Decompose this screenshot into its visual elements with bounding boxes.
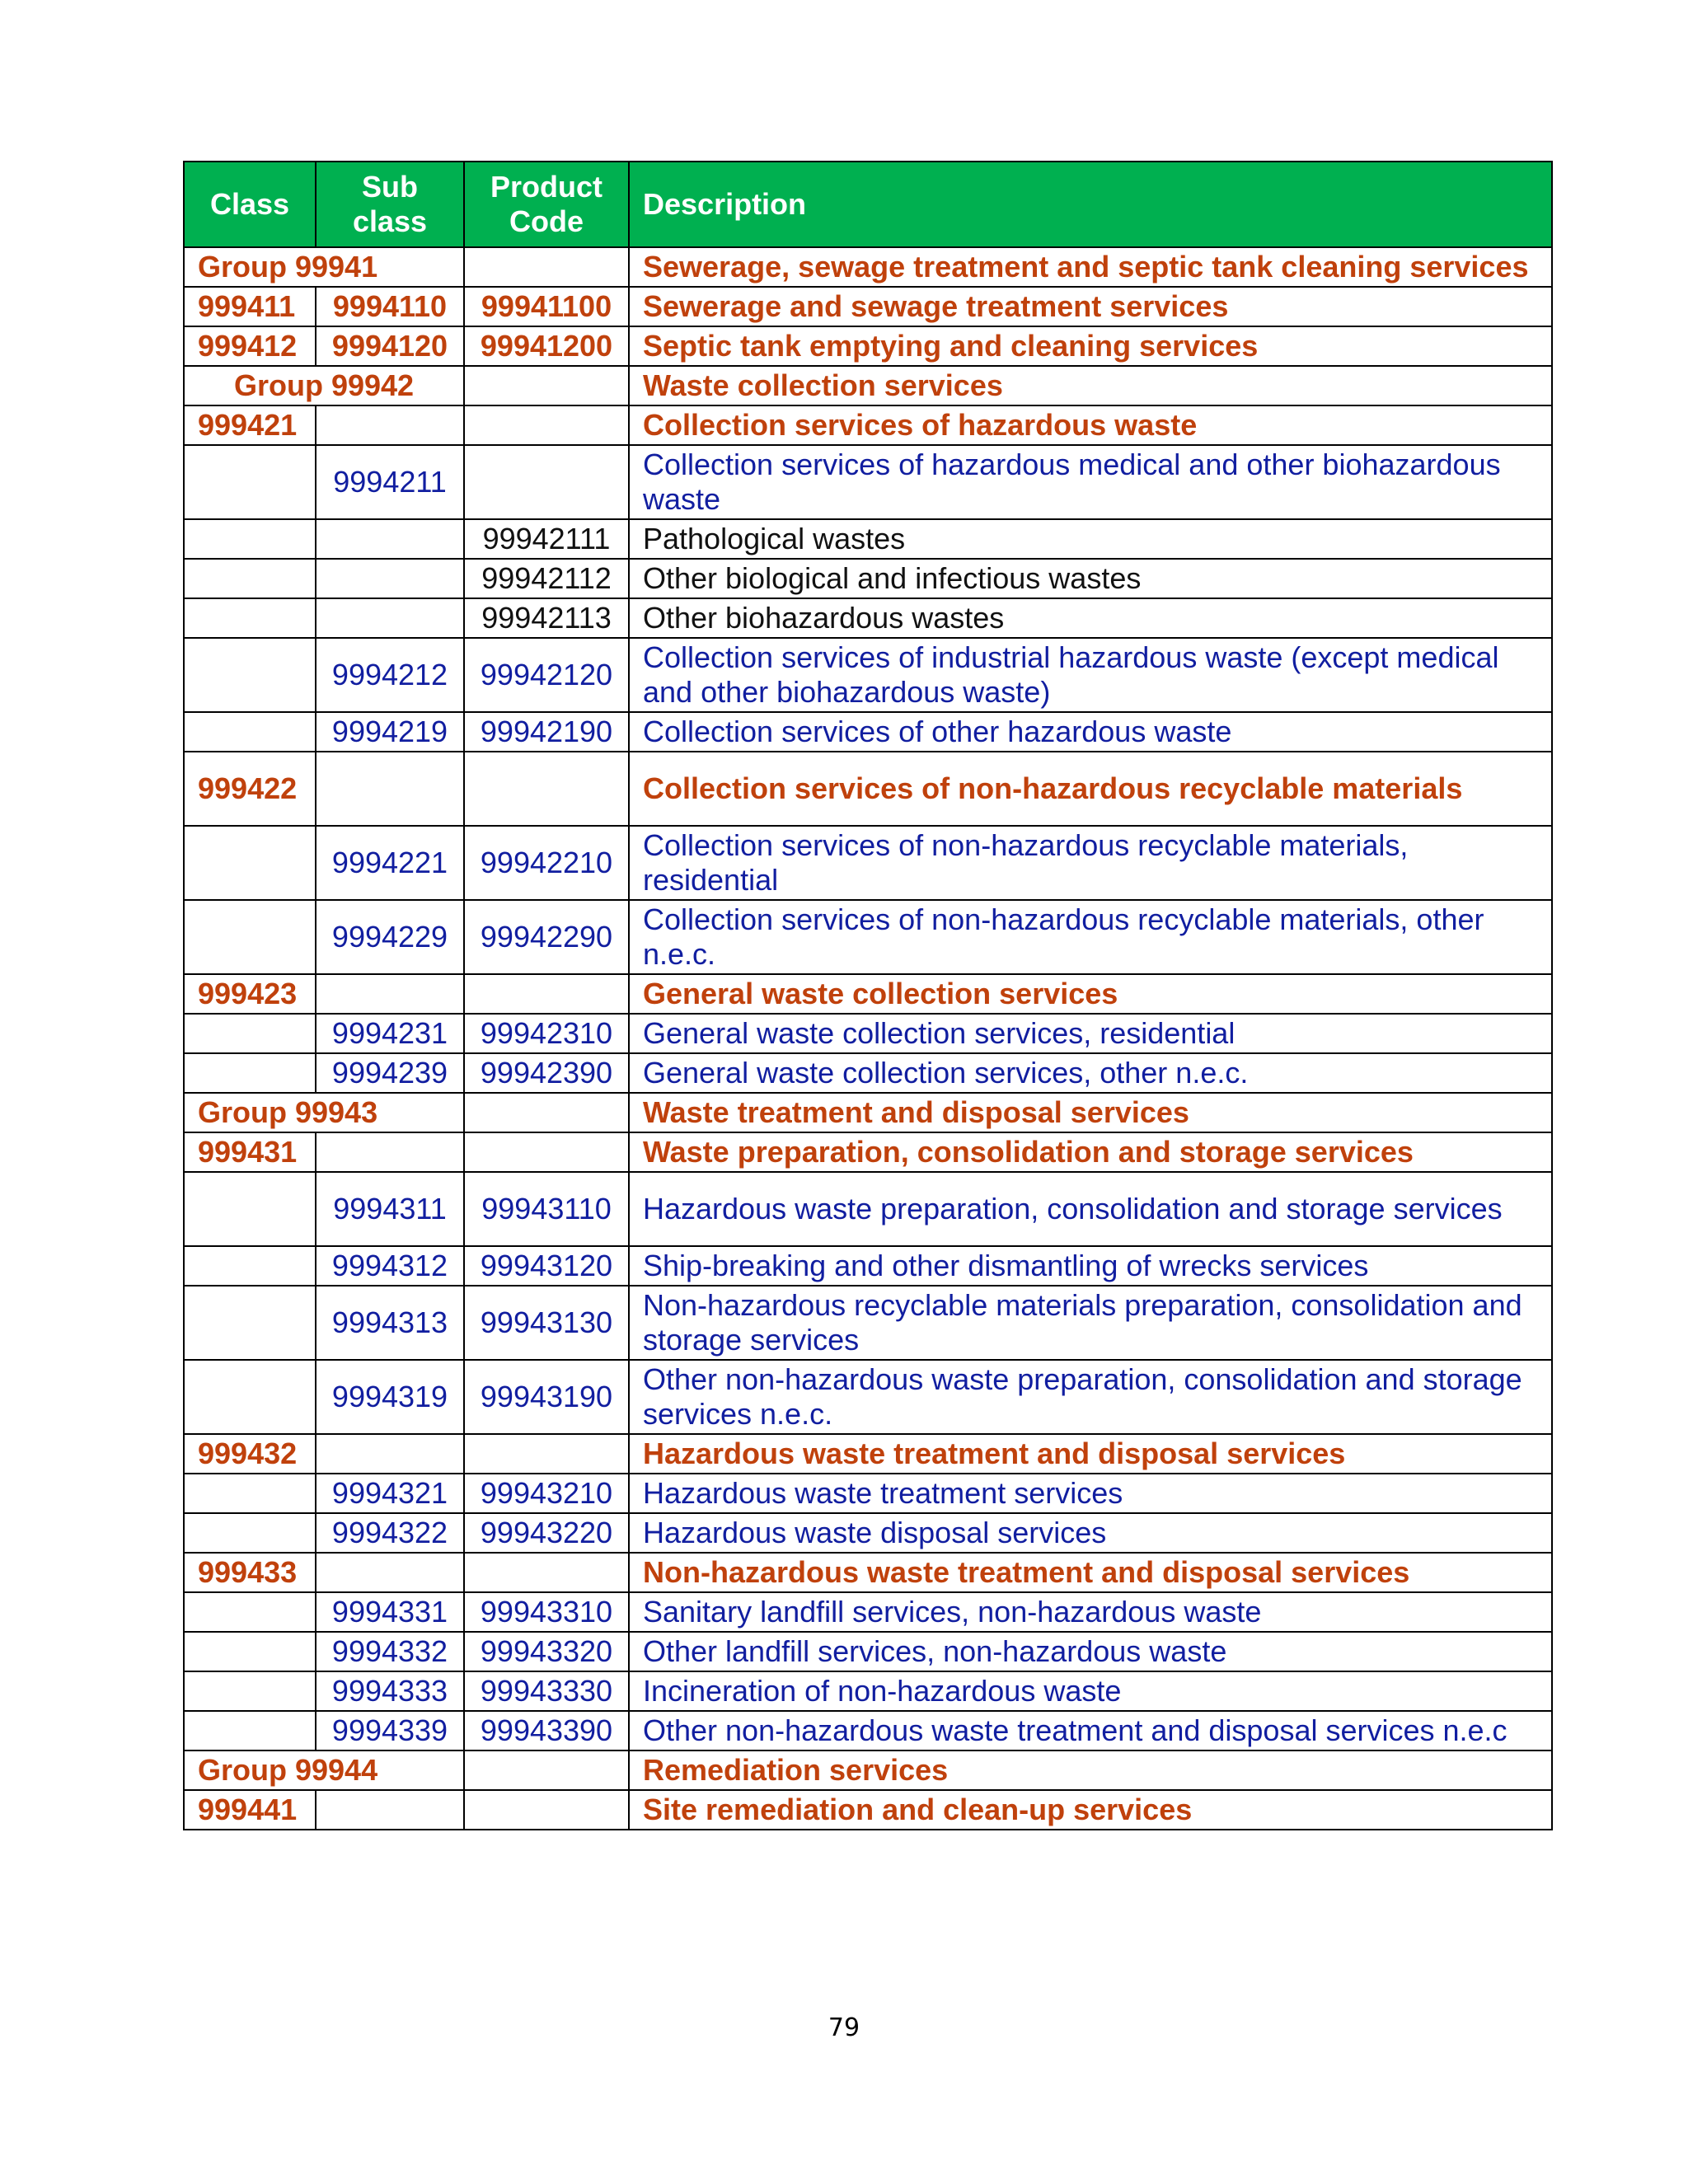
description-cell: Collection services of industrial hazardous waste (except medical and other biohazardous waste) — [629, 638, 1552, 712]
class-cell: 999432 — [184, 1434, 316, 1474]
product-code-cell: 99942210 — [464, 826, 629, 900]
table-row — [184, 974, 1552, 1014]
product-code-cell: 99943130 — [464, 1286, 629, 1360]
product-code-cell — [464, 247, 629, 287]
product-code-cell: 99942113 — [464, 598, 629, 638]
class-cell — [184, 1513, 316, 1553]
description-cell: Collection services of non-hazardous recyclable materials — [629, 752, 1552, 826]
class-cell — [184, 1474, 316, 1513]
class-cell — [184, 1671, 316, 1711]
subclass-cell: 9994321 — [316, 1474, 464, 1513]
table-row — [184, 559, 1552, 598]
class-cell: 999422 — [184, 752, 316, 826]
product-code-cell — [464, 752, 629, 826]
description-cell: Hazardous waste treatment services — [629, 1474, 1552, 1513]
product-code-cell: 99943110 — [464, 1172, 629, 1246]
description-cell: General waste collection services, other n.e.c. — [629, 1053, 1552, 1093]
subclass-cell — [316, 519, 464, 559]
description-cell: Non-hazardous recyclable materials preparation, consolidation and storage services — [629, 1286, 1552, 1360]
table-row — [184, 638, 1552, 712]
table-row — [184, 1513, 1552, 1553]
product-code-cell — [464, 974, 629, 1014]
table-row — [184, 1132, 1552, 1172]
product-code-cell: 99942112 — [464, 559, 629, 598]
class-cell — [184, 598, 316, 638]
table-row — [184, 1632, 1552, 1671]
product-code-cell — [464, 445, 629, 519]
description-cell: Waste collection services — [629, 366, 1552, 405]
description-cell: Other landfill services, non-hazardous waste — [629, 1632, 1552, 1671]
description-cell: Sewerage, sewage treatment and septic tank cleaning services — [629, 247, 1552, 287]
product-code-cell — [464, 1093, 629, 1132]
class-cell: 999412 — [184, 326, 316, 366]
table-row — [184, 366, 1552, 405]
group-label: Group 99944 — [184, 1750, 464, 1790]
description-cell: Other non-hazardous waste preparation, consolidation and storage services n.e.c. — [629, 1360, 1552, 1434]
class-cell — [184, 519, 316, 559]
description-cell: Site remediation and clean-up services — [629, 1790, 1552, 1830]
table-row — [184, 712, 1552, 752]
product-code-cell: 99941200 — [464, 326, 629, 366]
class-cell — [184, 1286, 316, 1360]
class-cell — [184, 1053, 316, 1093]
product-code-cell: 99942120 — [464, 638, 629, 712]
table-row — [184, 1474, 1552, 1513]
product-code-cell: 99943210 — [464, 1474, 629, 1513]
class-cell — [184, 1592, 316, 1632]
product-code-cell: 99943310 — [464, 1592, 629, 1632]
class-cell: 999441 — [184, 1790, 316, 1830]
description-cell: Pathological wastes — [629, 519, 1552, 559]
description-cell: Other biohazardous wastes — [629, 598, 1552, 638]
product-code-cell: 99942290 — [464, 900, 629, 974]
description-cell: Other biological and infectious wastes — [629, 559, 1552, 598]
table-row — [184, 405, 1552, 445]
table-row — [184, 598, 1552, 638]
description-cell: Incineration of non-hazardous waste — [629, 1671, 1552, 1711]
product-code-cell: 99941100 — [464, 287, 629, 326]
class-cell — [184, 445, 316, 519]
product-code-cell: 99942190 — [464, 712, 629, 752]
group-label: Group 99943 — [184, 1093, 464, 1132]
product-code-cell: 99942310 — [464, 1014, 629, 1053]
table-row — [184, 326, 1552, 366]
subclass-cell: 9994110 — [316, 287, 464, 326]
product-code-cell — [464, 1132, 629, 1172]
subclass-cell: 9994311 — [316, 1172, 464, 1246]
class-cell: 999431 — [184, 1132, 316, 1172]
description-cell: Sanitary landfill services, non-hazardous waste — [629, 1592, 1552, 1632]
table-row — [184, 1750, 1552, 1790]
product-code-cell: 99942111 — [464, 519, 629, 559]
class-cell — [184, 1360, 316, 1434]
description-cell: Hazardous waste treatment and disposal services — [629, 1434, 1552, 1474]
subclass-cell — [316, 405, 464, 445]
description-cell: Sewerage and sewage treatment services — [629, 287, 1552, 326]
subclass-cell — [316, 1434, 464, 1474]
table-row — [184, 247, 1552, 287]
product-code-cell — [464, 1553, 629, 1592]
class-cell — [184, 1711, 316, 1750]
header-class: Class — [184, 162, 316, 247]
description-cell: Collection services of hazardous waste — [629, 405, 1552, 445]
class-cell: 999423 — [184, 974, 316, 1014]
product-code-cell — [464, 1434, 629, 1474]
group-label: Group 99942 — [184, 366, 464, 405]
subclass-cell — [316, 1553, 464, 1592]
table-row — [184, 1592, 1552, 1632]
subclass-cell: 9994221 — [316, 826, 464, 900]
class-cell — [184, 1246, 316, 1286]
subclass-cell: 9994211 — [316, 445, 464, 519]
product-code-cell: 99943220 — [464, 1513, 629, 1553]
subclass-cell: 9994331 — [316, 1592, 464, 1632]
subclass-cell: 9994229 — [316, 900, 464, 974]
subclass-cell — [316, 974, 464, 1014]
product-code-cell — [464, 366, 629, 405]
class-cell: 999421 — [184, 405, 316, 445]
table-row — [184, 1790, 1552, 1830]
subclass-cell: 9994239 — [316, 1053, 464, 1093]
description-cell: Waste preparation, consolidation and storage services — [629, 1132, 1552, 1172]
subclass-cell: 9994322 — [316, 1513, 464, 1553]
table-row — [184, 1053, 1552, 1093]
subclass-cell: 9994219 — [316, 712, 464, 752]
table-row — [184, 752, 1552, 826]
description-cell: Other non-hazardous waste treatment and disposal services n.e.c — [629, 1711, 1552, 1750]
table-row — [184, 287, 1552, 326]
table-row — [184, 1553, 1552, 1592]
table-row — [184, 1093, 1552, 1132]
description-cell: Septic tank emptying and cleaning services — [629, 326, 1552, 366]
table-row — [184, 1014, 1552, 1053]
table-row — [184, 1360, 1552, 1434]
page-number: 79 — [828, 2013, 860, 2042]
table-header-row — [184, 162, 1552, 247]
subclass-cell — [316, 1790, 464, 1830]
subclass-cell — [316, 752, 464, 826]
subclass-cell: 9994339 — [316, 1711, 464, 1750]
subclass-cell — [316, 1132, 464, 1172]
product-code-cell: 99943120 — [464, 1246, 629, 1286]
product-code-cell: 99942390 — [464, 1053, 629, 1093]
table-row — [184, 1434, 1552, 1474]
classification-table — [183, 161, 1553, 1830]
class-cell — [184, 712, 316, 752]
product-code-cell — [464, 1790, 629, 1830]
subclass-cell: 9994333 — [316, 1671, 464, 1711]
description-cell: Collection services of other hazardous waste — [629, 712, 1552, 752]
subclass-cell: 9994231 — [316, 1014, 464, 1053]
subclass-cell — [316, 559, 464, 598]
product-code-cell: 99943330 — [464, 1671, 629, 1711]
class-cell — [184, 826, 316, 900]
class-cell — [184, 1632, 316, 1671]
description-cell: Collection services of non-hazardous recyclable materials, residential — [629, 826, 1552, 900]
product-code-cell: 99943320 — [464, 1632, 629, 1671]
class-cell — [184, 1014, 316, 1053]
class-cell: 999433 — [184, 1553, 316, 1592]
table-row — [184, 1172, 1552, 1246]
header-subclass: Sub class — [316, 162, 464, 247]
class-cell — [184, 638, 316, 712]
table-row — [184, 445, 1552, 519]
class-cell — [184, 900, 316, 974]
description-cell: General waste collection services — [629, 974, 1552, 1014]
table-row — [184, 1286, 1552, 1360]
description-cell: Non-hazardous waste treatment and disposal services — [629, 1553, 1552, 1592]
description-cell: Remediation services — [629, 1750, 1552, 1790]
table-row — [184, 1711, 1552, 1750]
class-cell: 999411 — [184, 287, 316, 326]
description-cell: General waste collection services, residential — [629, 1014, 1552, 1053]
subclass-cell: 9994319 — [316, 1360, 464, 1434]
subclass-cell: 9994212 — [316, 638, 464, 712]
product-code-cell — [464, 405, 629, 445]
table-row — [184, 519, 1552, 559]
subclass-cell: 9994332 — [316, 1632, 464, 1671]
header-description: Description — [629, 162, 1552, 247]
product-code-cell — [464, 1750, 629, 1790]
subclass-cell: 9994313 — [316, 1286, 464, 1360]
table-row — [184, 1671, 1552, 1711]
subclass-cell: 9994312 — [316, 1246, 464, 1286]
table-row — [184, 1246, 1552, 1286]
product-code-cell: 99943390 — [464, 1711, 629, 1750]
description-cell: Collection services of non-hazardous recyclable materials, other n.e.c. — [629, 900, 1552, 974]
class-cell — [184, 1172, 316, 1246]
description-cell: Hazardous waste preparation, consolidation and storage services — [629, 1172, 1552, 1246]
header-product-code: Product Code — [464, 162, 629, 247]
description-cell: Hazardous waste disposal services — [629, 1513, 1552, 1553]
description-cell: Collection services of hazardous medical and other biohazardous waste — [629, 445, 1552, 519]
product-code-cell: 99943190 — [464, 1360, 629, 1434]
group-label: Group 99941 — [184, 247, 464, 287]
table-row — [184, 826, 1552, 900]
class-cell — [184, 559, 316, 598]
subclass-cell — [316, 598, 464, 638]
subclass-cell: 9994120 — [316, 326, 464, 366]
table-body — [184, 247, 1552, 1830]
description-cell: Ship-breaking and other dismantling of wrecks services — [629, 1246, 1552, 1286]
description-cell: Waste treatment and disposal services — [629, 1093, 1552, 1132]
table-row — [184, 900, 1552, 974]
